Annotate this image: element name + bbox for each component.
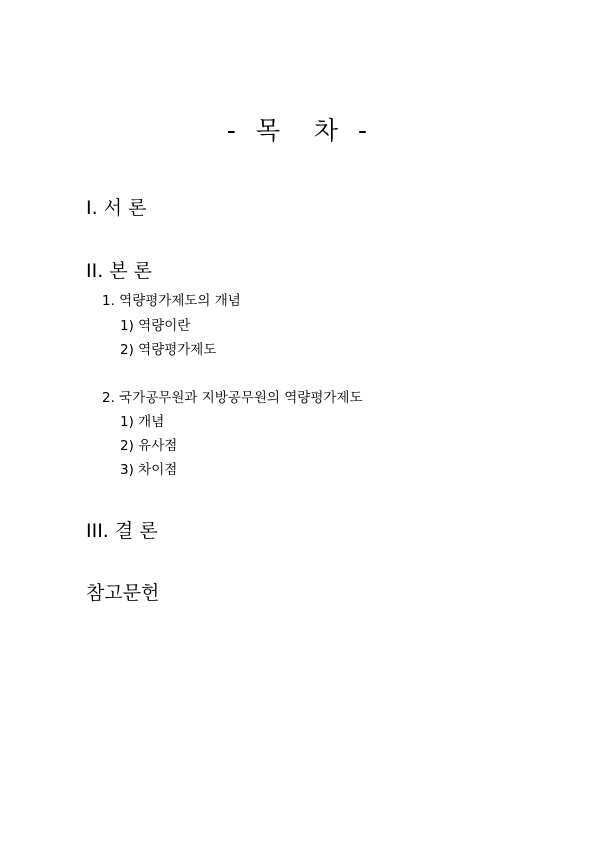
section-body: II. 본 론 — [86, 260, 153, 282]
subsection-competency-concept: 1. 역량평가제도의 개념 — [102, 293, 241, 309]
item-differences: 3) 차이점 — [120, 462, 178, 478]
item-what-is-competency: 1) 역량이란 — [120, 318, 191, 334]
subsection-national-local-comparison: 2. 국가공무원과 지방공무원의 역량평가제도 — [102, 390, 363, 406]
item-concept: 1) 개념 — [120, 414, 165, 430]
item-similarities: 2) 유사점 — [120, 438, 178, 454]
section-references: 참고문헌 — [86, 582, 160, 604]
section-conclusion: III. 결 론 — [86, 520, 158, 542]
toc-title: - 목 차 - — [226, 116, 374, 145]
section-introduction: I. 서 론 — [86, 197, 147, 219]
item-competency-evaluation-system: 2) 역량평가제도 — [120, 342, 217, 358]
